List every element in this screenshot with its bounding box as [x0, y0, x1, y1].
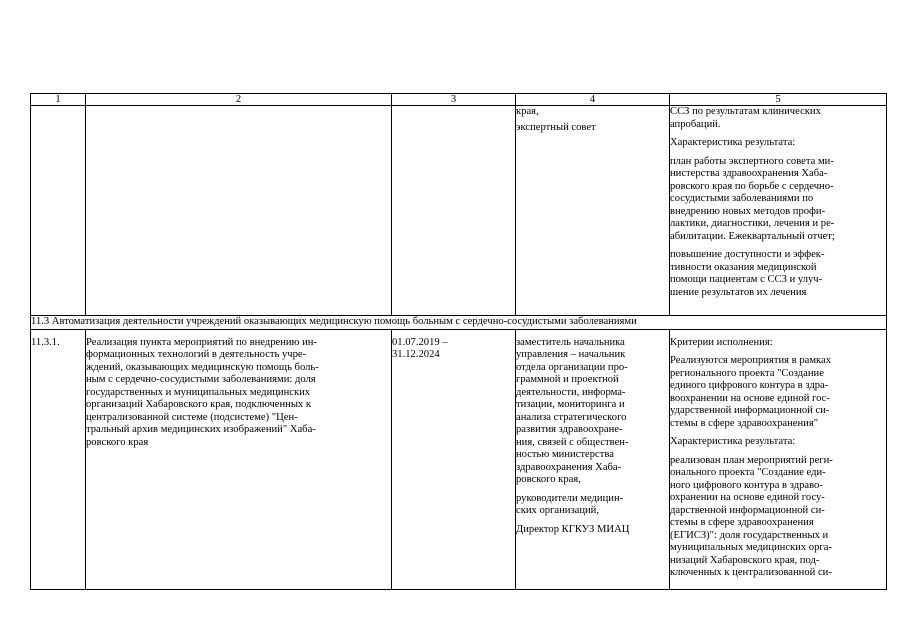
cont-c5-p4: повышение доступности и эффек- тивности оказания медицинской помощи пациентам с ССЗ и улуч- шение результатов их лечения: [670, 249, 825, 298]
continued-row: [31, 106, 887, 316]
responsible-p2: руководители медицин- ских организаций,: [516, 492, 624, 516]
cont-c4-line2: экспертный совет: [516, 121, 596, 133]
cont-c4: [516, 106, 670, 316]
cont-c5-p1: ССЗ по результатам клинических апробаций.: [670, 106, 821, 130]
cont-c5: [670, 106, 887, 316]
section-row: [31, 316, 887, 330]
results-p4: реализован план мероприятий реги- онального проекта "Создание еди- ного цифрового контура в здраво- охранении на основе единой госу- дарственной информационной си- стемы в сфере здравоохранения (ЕГИСЗ)": доля государственных и муниципальных медицинских орга- низаций Хабаровского края, под- ключенных к централизованной си-: [670, 454, 833, 578]
cont-c5-p2: Характеристика результата:: [670, 137, 796, 148]
row-11-3-1: [31, 329, 887, 589]
column-number-row: [31, 94, 887, 106]
cont-c1: [31, 106, 86, 316]
row-11-3-1-num: 11.3.1.: [31, 329, 86, 589]
responsible-p3: Директор КГКУЗ МИАЦ: [516, 523, 630, 535]
results-p2: Реализуются мероприятия в рамках регионального проекта "Создание единого цифрового контура в здра- воохранении на основе единой гос- ударственной информационной си- стемы в сфере здравоохранения": [670, 355, 832, 429]
document-table: [30, 93, 887, 590]
cont-c2: [86, 106, 392, 316]
responsible-p1: заместитель начальника управления – начальник отдела организации про- граммной и проектной деятельности, информа- тизации, мониторинга и анализа стратегического развития здравоохране- ния, связей с обществен- ностью министерства здравоохранения Хаба- ровского края,: [516, 336, 629, 485]
results-p3: Характеристика результата:: [670, 436, 796, 447]
results-p1: Критерии исполнения:: [670, 336, 773, 348]
cont-c5-p3: план работы экспертного совета ми- нистерства здравоохранения Хаба- ровского края по борьбе с сердечно- сосудистыми заболеваниями по внедрению новых методов профи- лактики, диагностики, лечения и ре- абилитации. Ежеквартальный отчет;: [670, 155, 835, 242]
col-num-1: 1: [31, 94, 86, 106]
cont-c3: [392, 106, 516, 316]
row-11-3-1-results: [670, 329, 887, 589]
row-11-3-1-desc: Реализация пункта мероприятий по внедрению ин- формационных технологий в деятельность учре- ждений, оказывающих медицинскую помощь боль- ным с сердечно-сосудистыми заболеваниями: доля государственных и муниципальных медицинских организаций Хабаровского края, подключенных к централизованной системе (подсистеме) "Цен- тральный архив медицинских изображений" Хаба- ровского края: [86, 329, 392, 589]
col-num-3: 3: [392, 94, 516, 106]
section-title: 11.3 Автоматизация деятельности учреждений оказывающих медицинскую помощь больным с сердечно-сосудистыми заболеваниями: [31, 316, 887, 330]
col-num-2: 2: [86, 94, 392, 106]
cont-c4-line1: края,: [516, 106, 539, 117]
col-num-5: 5: [670, 94, 887, 106]
row-11-3-1-responsible: [516, 329, 670, 589]
col-num-4: 4: [516, 94, 670, 106]
row-11-3-1-dates: 01.07.2019 – 31.12.2024: [392, 329, 516, 589]
